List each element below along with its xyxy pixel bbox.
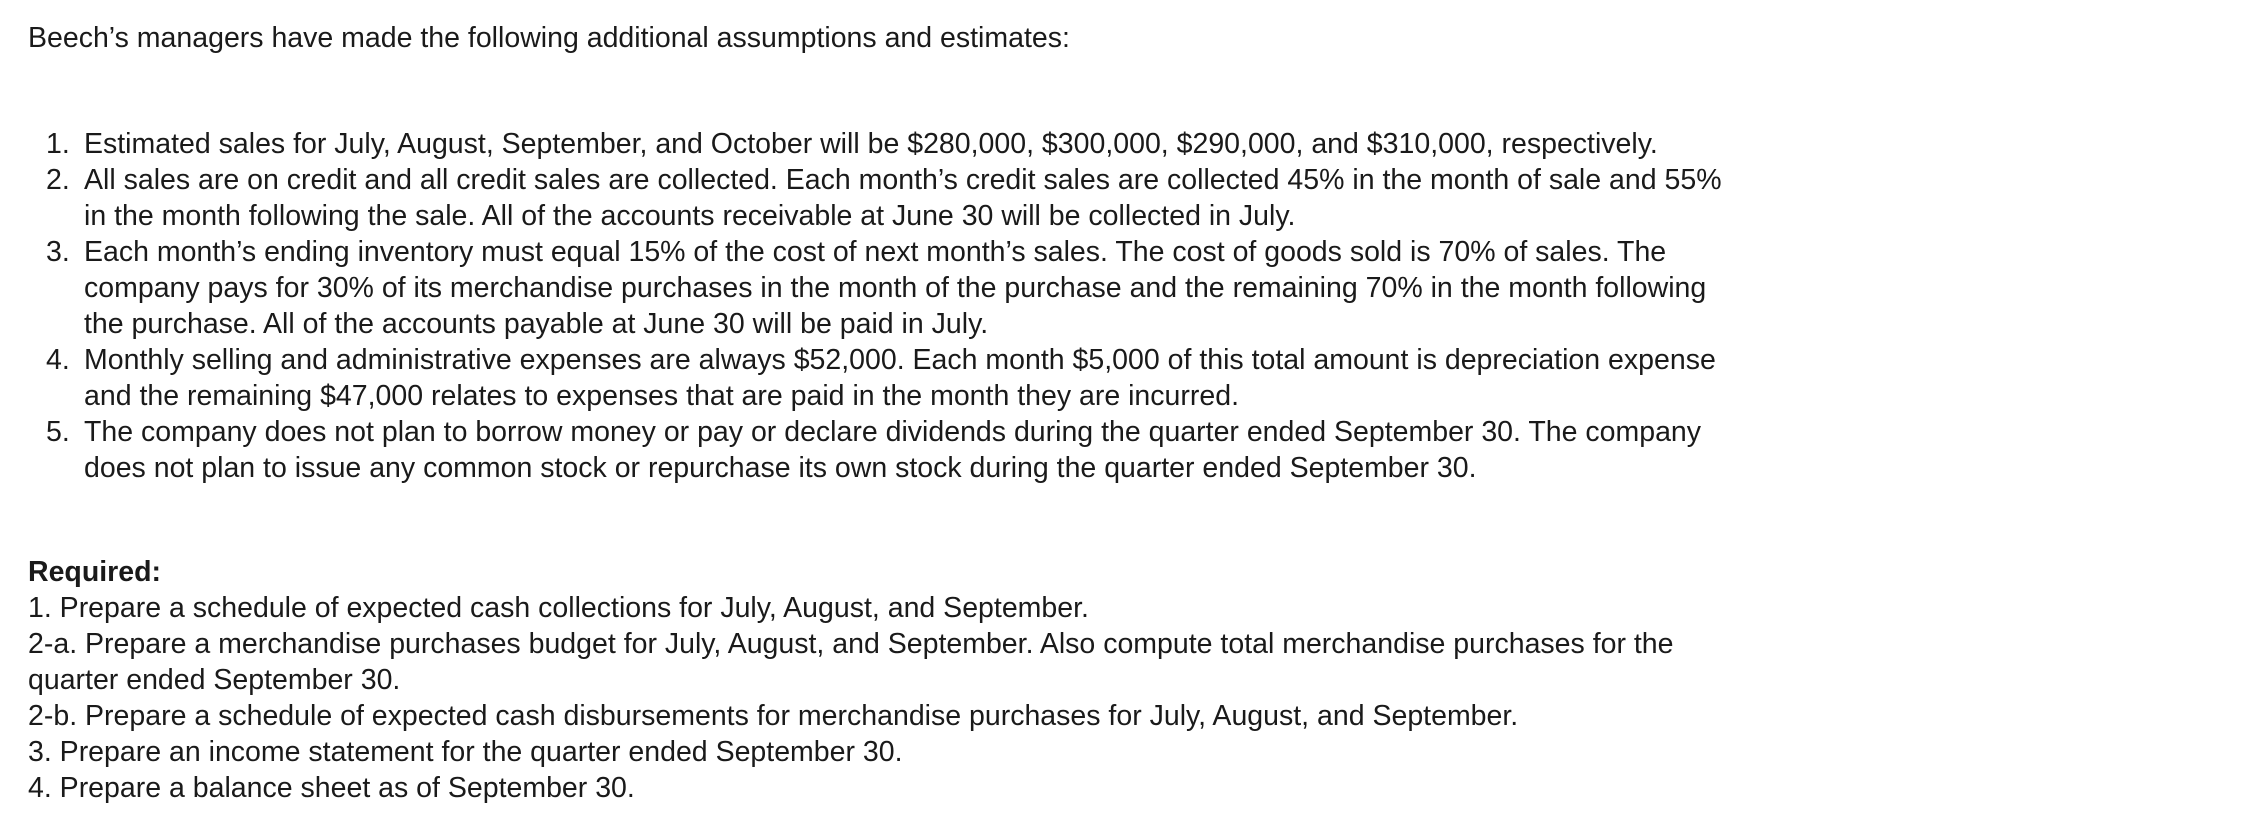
item-number: 2. (46, 164, 70, 196)
assumption-item (0, 234, 1722, 342)
item-text: company pays for 30% of its merchandise purchases in the month of the purchase and the remaining 70% in the month following (84, 272, 1707, 304)
assumptions-list (0, 126, 1722, 486)
required-item: 2-a. Prepare a merchandise purchases budget for July, August, and September. Also compute total merchandise purchases for the (28, 628, 1674, 660)
item-text: Each month’s ending inventory must equal 15% of the cost of next month’s sales. The cost of goods sold is 70% of sales. The (84, 236, 1667, 268)
item-text: the purchase. All of the accounts payable at June 30 will be paid in July. (84, 308, 989, 340)
required-section (28, 554, 1674, 806)
item-text: All sales are on credit and all credit sales are collected. Each month’s credit sales are collected 45% in the month of sale and 55% (84, 164, 1722, 196)
required-item: 3. Prepare an income statement for the quarter ended September 30. (28, 736, 903, 768)
item-text: The company does not plan to borrow money or pay or declare dividends during the quarter ended September 30. The company (84, 416, 1702, 448)
assumption-item (0, 126, 1722, 162)
required-item: 4. Prepare a balance sheet as of September 30. (28, 772, 635, 804)
assumption-item (0, 162, 1722, 234)
item-text: and the remaining $47,000 relates to expenses that are paid in the month they are incurred. (84, 380, 1239, 412)
item-number: 1. (46, 128, 70, 160)
item-number: 4. (46, 344, 70, 376)
assumption-item (0, 342, 1722, 414)
item-text: Monthly selling and administrative expenses are always $52,000. Each month $5,000 of this total amount is depreciation expense (84, 344, 1716, 376)
assumption-item (0, 414, 1722, 486)
required-item: 1. Prepare a schedule of expected cash collections for July, August, and September. (28, 592, 1089, 624)
required-heading: Required: (28, 556, 162, 588)
item-text: does not plan to issue any common stock or repurchase its own stock during the quarter ended September 30. (84, 452, 1477, 484)
item-text: Estimated sales for July, August, September, and October will be $280,000, $300,000, $290,000, and $310,000, respectively. (84, 128, 1658, 160)
required-item: 2-b. Prepare a schedule of expected cash disbursements for merchandise purchases for July, August, and September. (28, 700, 1519, 732)
intro-text: Beech’s managers have made the following additional assumptions and estimates: (28, 22, 1070, 54)
item-text: in the month following the sale. All of the accounts receivable at June 30 will be collected in July. (84, 200, 1296, 232)
required-item: quarter ended September 30. (28, 664, 401, 696)
item-number: 3. (46, 236, 70, 268)
item-number: 5. (46, 416, 70, 448)
